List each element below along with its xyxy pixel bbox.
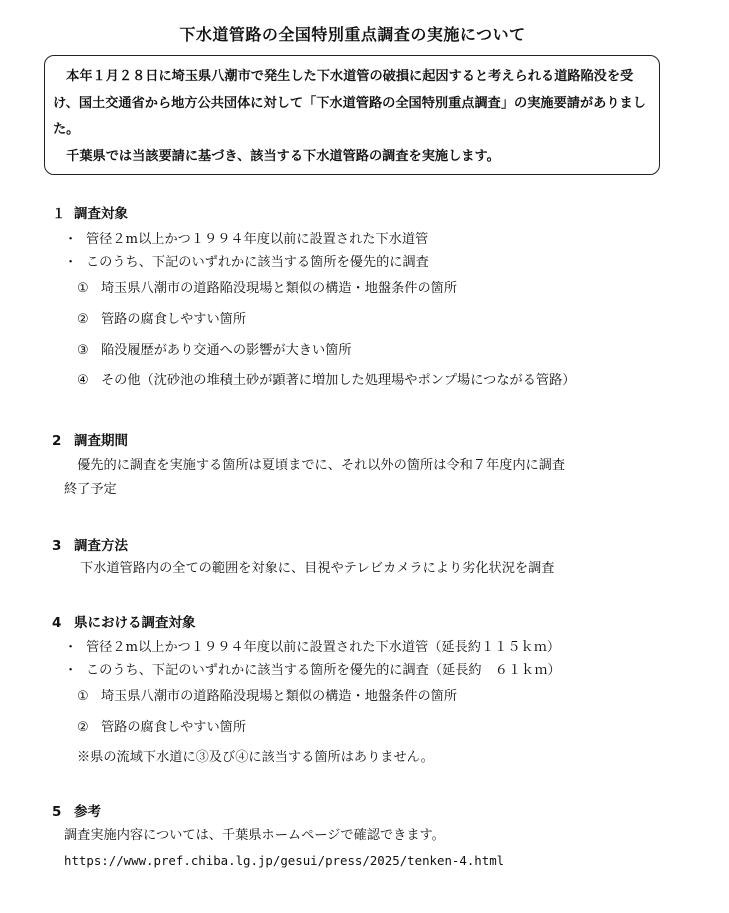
section-3-heading bbox=[52, 537, 128, 555]
section-1-title: 調査対象 bbox=[74, 206, 128, 222]
reference-url: https://www.pref.chiba.lg.jp/gesui/press/2025/tenken-4.html bbox=[64, 853, 505, 868]
item-text: 埼玉県八潮市の道路陥没現場と類似の構造・地盤条件の箇所 bbox=[101, 689, 458, 704]
notice-paragraph-2: 千葉県では当該要請に基づき、該当する下水道管路の調査を実施します。 bbox=[53, 148, 500, 164]
section-5-heading bbox=[52, 803, 101, 821]
item-mark: ③ bbox=[77, 343, 89, 358]
item-mark: ② bbox=[77, 312, 89, 327]
section-4-bullet-2 bbox=[64, 662, 561, 680]
section-2-text-line-2: 終了予定 bbox=[64, 482, 117, 497]
item-text: 管路の腐食しやすい箇所 bbox=[101, 720, 247, 735]
section-1-number: １ bbox=[52, 206, 66, 222]
bullet-text: このうち、下記のいずれかに該当する箇所を優先的に調査 bbox=[86, 255, 429, 270]
bullet-mark: ・ bbox=[64, 255, 78, 270]
section-4-heading bbox=[52, 614, 196, 632]
section-4-note: ※県の流域下水道に③及び④に該当する箇所はありません。 bbox=[77, 750, 434, 765]
section-1-item-1 bbox=[77, 280, 457, 298]
section-4-bullet-1 bbox=[64, 639, 560, 657]
item-mark: ① bbox=[77, 689, 89, 704]
bullet-mark: ・ bbox=[64, 663, 78, 678]
section-5-text: 調査実施内容については、千葉県ホームページで確認できます。 bbox=[64, 828, 445, 843]
bullet-mark: ・ bbox=[64, 640, 78, 655]
section-1-bullet-2 bbox=[64, 254, 429, 272]
section-3-title: 調査方法 bbox=[74, 538, 128, 554]
item-mark: ② bbox=[77, 720, 89, 735]
section-1-item-2 bbox=[77, 311, 246, 329]
item-text: 管路の腐食しやすい箇所 bbox=[101, 312, 247, 327]
section-4-item-1 bbox=[77, 688, 457, 706]
item-text: その他（沈砂池の堆積土砂が顕著に増加した処理場やポンプ場につながる管路） bbox=[101, 373, 576, 388]
section-5-title: 参考 bbox=[74, 804, 101, 820]
section-2-title: 調査期間 bbox=[74, 433, 128, 449]
bullet-text: このうち、下記のいずれかに該当する箇所を優先的に調査（延長約 ６１ｋｍ） bbox=[86, 663, 561, 678]
section-2-heading bbox=[52, 432, 128, 450]
section-2-text-line-1: 優先的に調査を実施する箇所は夏頃までに、それ以外の箇所は令和７年度内に調査 bbox=[64, 458, 566, 473]
section-1-heading bbox=[52, 205, 128, 223]
section-1-bullet-1 bbox=[64, 231, 428, 249]
section-5-number: 5 bbox=[52, 804, 62, 820]
section-1-item-4 bbox=[77, 372, 575, 390]
bullet-text: 管径２m以上かつ１９９４年度以前に設置された下水道管 bbox=[86, 232, 429, 247]
section-4-title: 県における調査対象 bbox=[74, 615, 196, 631]
section-3-number: 3 bbox=[52, 538, 62, 554]
bullet-text: 管径２m以上かつ１９９４年度以前に設置された下水道管（延長約１１５ｋｍ） bbox=[86, 640, 561, 655]
item-text: 埼玉県八潮市の道路陥没現場と類似の構造・地盤条件の箇所 bbox=[101, 281, 458, 296]
item-text: 陥没履歴があり交通への影響が大きい箇所 bbox=[101, 343, 352, 358]
section-4-number: 4 bbox=[52, 615, 62, 631]
bullet-mark: ・ bbox=[64, 232, 78, 247]
item-mark: ① bbox=[77, 281, 89, 296]
section-2-number: 2 bbox=[52, 433, 62, 449]
notice-box bbox=[44, 55, 660, 175]
section-3-text: 下水道管路内の全ての範囲を対象に、目視やテレビカメラにより劣化状況を調査 bbox=[80, 561, 555, 576]
notice-paragraph-1: 本年１月２８日に埼玉県八潮市で発生した下水道管の破損に起因すると考えられる道路陥没を受け、国土交通省から地方公共団体に対して「下水道管路の全国特別重点調査」の実施要請がありました。 bbox=[53, 69, 646, 137]
section-1-item-3 bbox=[77, 342, 352, 360]
section-4-item-2 bbox=[77, 719, 246, 737]
document-title: 下水道管路の全国特別重点調査の実施について bbox=[179, 25, 526, 44]
item-mark: ④ bbox=[77, 373, 89, 388]
